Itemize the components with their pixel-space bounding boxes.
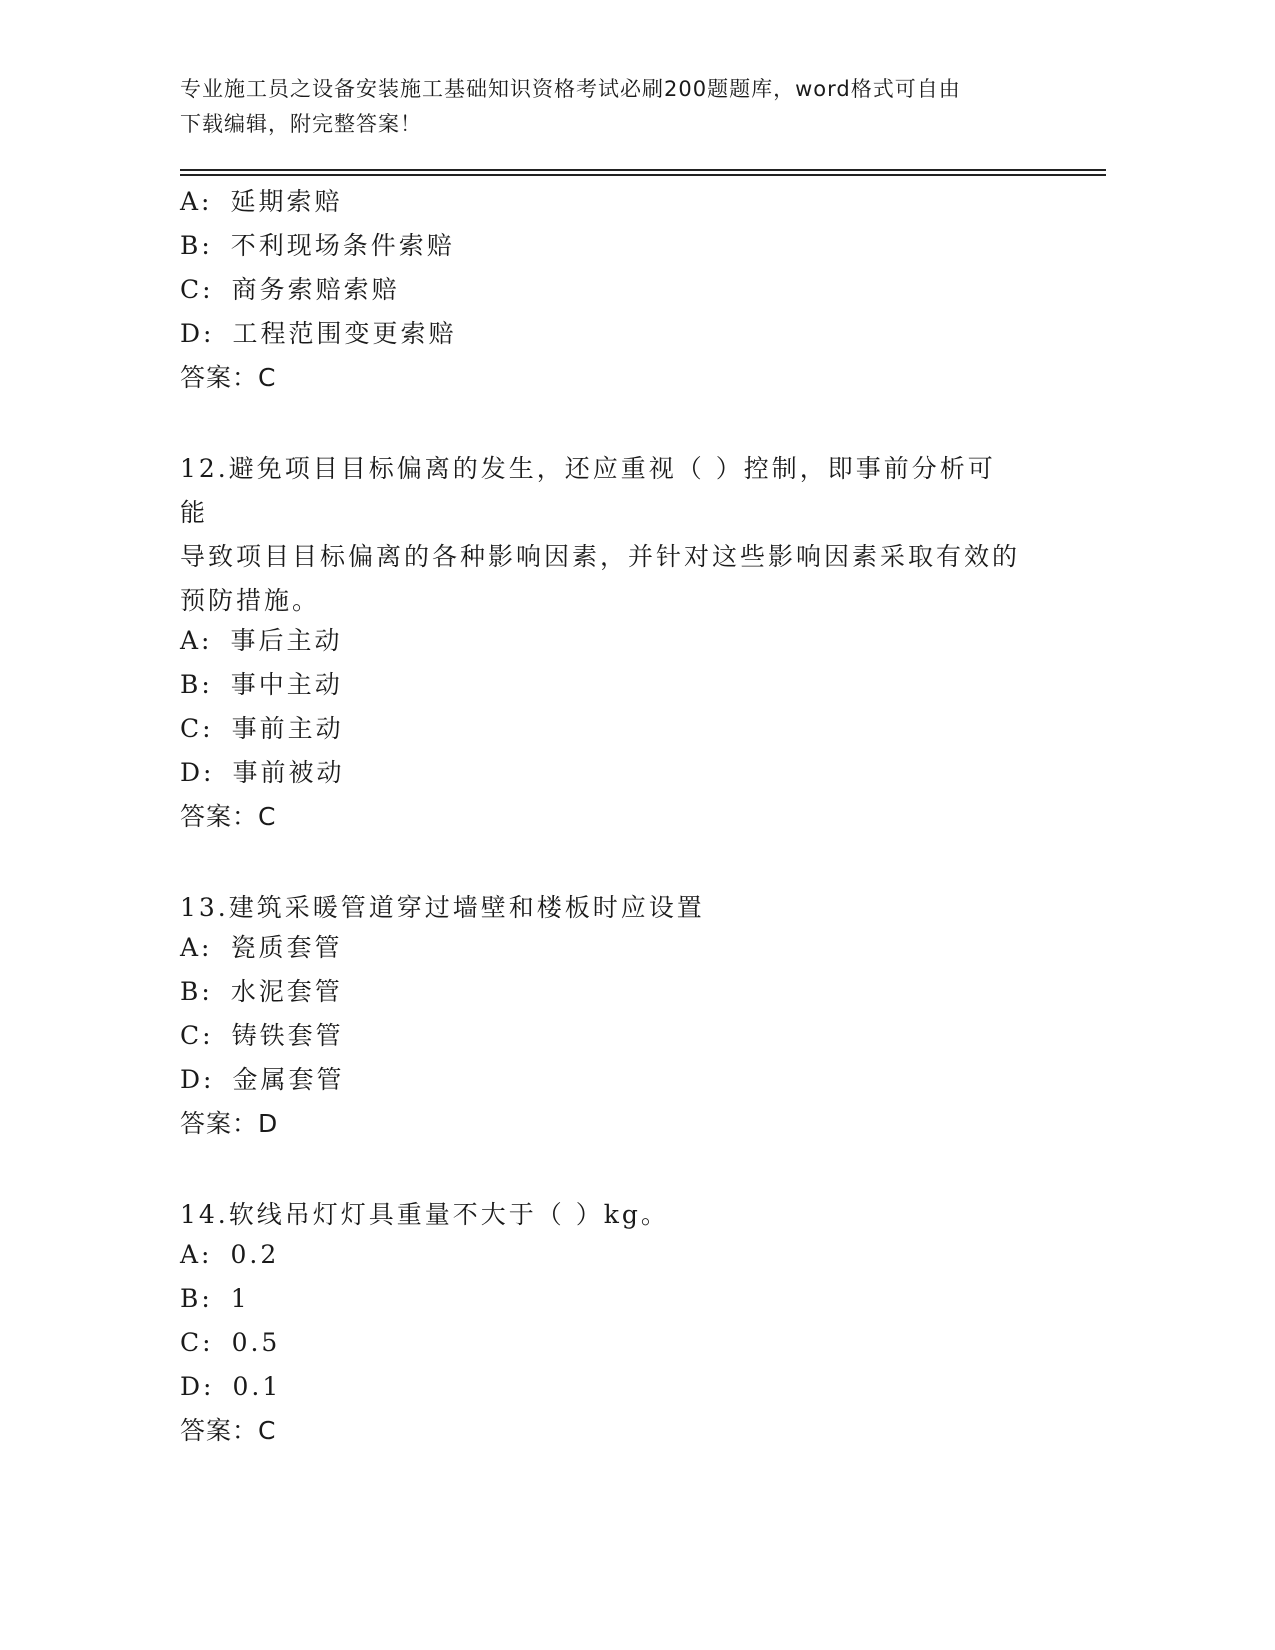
option-d: D: 0.1 — [180, 1372, 282, 1401]
header-line-1: 专业施工员之设备安装施工基础知识资格考试必刷200题题库，word格式可自由 — [180, 77, 961, 101]
option-b: B: 事中主动 — [180, 670, 343, 699]
question-14 — [180, 1193, 1080, 1457]
option-c: C: 商务索赔索赔 — [180, 275, 400, 304]
option-text: 金属套管 — [232, 1065, 345, 1094]
question-13 — [180, 886, 1080, 1150]
option-b: B: 1 — [180, 1284, 250, 1313]
option-text: 0.5 — [231, 1328, 281, 1357]
question-stem — [180, 886, 1020, 930]
option-text: 铸铁套管 — [231, 1021, 344, 1050]
stem-line-1: 13.建筑采暖管道穿过墙壁和楼板时应设置 — [180, 893, 705, 922]
option-text: 不利现场条件索赔 — [230, 231, 455, 260]
stem-line-3: 预防措施。 — [180, 586, 321, 615]
answer: 答案：C — [180, 363, 277, 392]
option-text: 事前被动 — [232, 758, 345, 787]
answer: 答案：C — [180, 1416, 277, 1445]
option-b: B: 不利现场条件索赔 — [180, 231, 455, 260]
answer: 答案：D — [180, 1109, 279, 1138]
option-b: B: 水泥套管 — [180, 977, 343, 1006]
question-12 — [180, 447, 1080, 843]
option-d: D: 事前被动 — [180, 758, 345, 787]
option-text: 0.2 — [230, 1240, 280, 1269]
option-a: A: 事后主动 — [180, 626, 343, 655]
option-d: D: 金属套管 — [180, 1065, 345, 1094]
option-text: 瓷质套管 — [230, 933, 343, 962]
header-line-2: 下载编辑，附完整答案！ — [180, 112, 422, 136]
question-list — [180, 184, 1080, 1457]
stem-line-1: 14.软线吊灯灯具重量不大于（ ）kg。 — [180, 1200, 669, 1229]
answer: 答案：C — [180, 802, 277, 831]
option-text: 1 — [230, 1284, 250, 1313]
option-d: D: 工程范围变更索赔 — [180, 319, 457, 348]
option-text: 商务索赔索赔 — [231, 275, 400, 304]
option-text: 工程范围变更索赔 — [232, 319, 457, 348]
option-text: 延期索赔 — [230, 187, 343, 216]
document-header — [180, 72, 1060, 142]
option-a: A: 瓷质套管 — [180, 933, 343, 962]
option-text: 事中主动 — [230, 670, 343, 699]
stem-line-2: 导致项目目标偏离的各种影响因素，并针对这些影响因素采取有效的 — [180, 542, 1021, 571]
option-a: A: 延期索赔 — [180, 187, 343, 216]
option-c: C: 事前主动 — [180, 714, 344, 743]
option-text: 水泥套管 — [230, 977, 343, 1006]
question-11 — [180, 184, 1080, 404]
header-divider-bottom — [180, 174, 1106, 176]
option-a: A: 0.2 — [180, 1240, 280, 1269]
header-divider-top — [180, 169, 1106, 171]
stem-line-1: 12.避免项目目标偏离的发生，还应重视（ ）控制，即事前分析可能 — [180, 454, 996, 527]
question-stem — [180, 447, 1020, 623]
question-stem — [180, 1193, 1020, 1237]
option-text: 事后主动 — [230, 626, 343, 655]
option-c: C: 0.5 — [180, 1328, 281, 1357]
option-text: 事前主动 — [231, 714, 344, 743]
option-text: 0.1 — [232, 1372, 282, 1401]
option-c: C: 铸铁套管 — [180, 1021, 344, 1050]
